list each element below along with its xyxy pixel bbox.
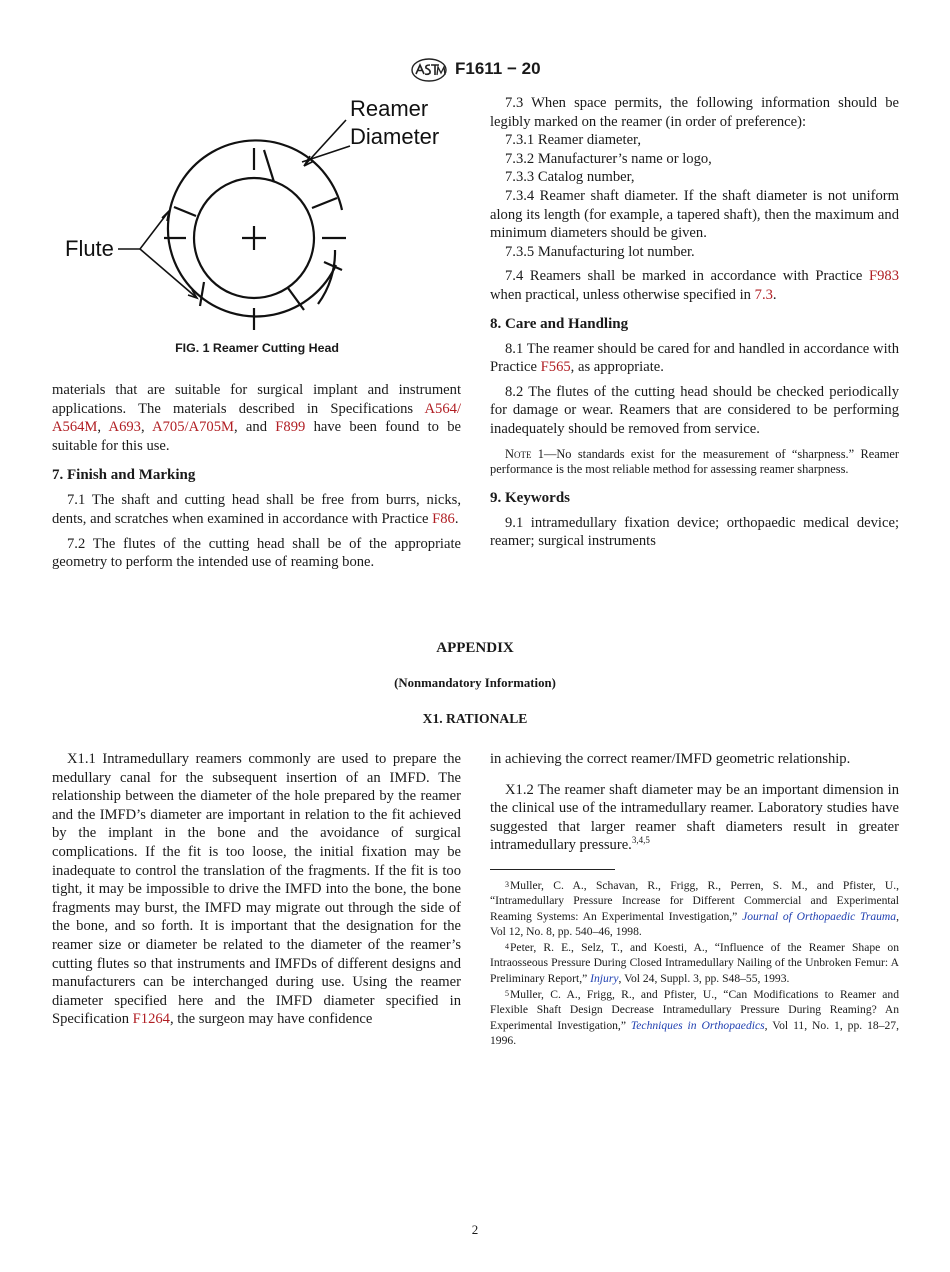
link-journal-orthopaedic-trauma[interactable]: Journal of Orthopaedic Trauma	[742, 909, 897, 923]
section-9-heading: 9. Keywords	[490, 489, 570, 506]
page-number: 2	[471, 1222, 479, 1237]
section-8-heading: 8. Care and Handling	[490, 315, 629, 332]
link-journal-injury[interactable]: Injury	[590, 971, 619, 985]
footnote-3: $^3$ Muller, C. A., Schavan, R., Frigg, R., Perren, S. M., and Pfister, U., “Intramedullary Pressure Increase for Different Commercial and Experimental Reaming Systems: An Experimental Investigation,” Journal of Orthopaedic Trauma, Vol 12, No. 8, pp. 540–46, 1998.	[490, 878, 899, 938]
paragraph-7-1: 7.1 The shaft and cutting head shall be free from burrs, nicks, dents, and scratches when examined in accordance with Practice F86.	[52, 492, 461, 527]
left-column	[52, 381, 461, 572]
link-journal-techniques-orthopaedics[interactable]: Techniques in Orthopaedics	[630, 1018, 765, 1032]
astm-logo-icon	[410, 58, 448, 82]
link-a564[interactable]: A564/ A564M	[52, 400, 461, 436]
section-7-heading: 7. Finish and Marking	[52, 467, 196, 484]
appendix-x1-heading: X1. RATIONALE	[422, 711, 528, 726]
link-f86[interactable]: F86	[432, 510, 455, 527]
note-label: Note	[505, 446, 532, 461]
figure-label-reamer: Reamer	[350, 96, 429, 121]
paragraph-materials: materials that are suitable for surgical implant and instrument applications. The materials described in Specifications A564/ A564M, A693, A705/A705M, and F899 have been found to be suitable for this use.	[52, 382, 461, 454]
link-f565[interactable]: F565	[540, 359, 571, 376]
paragraph-7-2: 7.2 The flutes of the cutting head shall be of the appropriate geometry to perform the intended use of reaming bone.	[52, 535, 461, 571]
paragraph-7-3-2: 7.3.2 Manufacturer’s name or logo,	[505, 150, 712, 167]
figure-reamer-cutting-head	[52, 90, 462, 358]
reamer-cutting-head-diagram	[52, 90, 462, 340]
appendix-subtitle: (Nonmandatory Information)	[394, 676, 556, 690]
footnote-separator	[490, 869, 615, 870]
appendix-left-column	[52, 750, 461, 1029]
footnote-4: $^4$ Peter, R. E., Selz, T., and Koesti, A., “Influence of the Reamer Shape on Intraosseous Pressure During Closed Intramedullary Nailing of the Unbroken Femur: A Preliminary Report,” Injury, Vol 24, Suppl. 3, pp. S48–55, 1993.	[490, 941, 899, 985]
link-7-3[interactable]: 7.3	[754, 286, 773, 303]
paragraph-8-2: 8.2 The flutes of the cutting head should be checked periodically for damage or wear. Reamers that are considered to be performing inadequately should be removed from service.	[490, 383, 899, 437]
right-column	[490, 94, 899, 551]
link-a693[interactable]: A693	[108, 419, 141, 436]
figure-caption: FIG. 1 Reamer Cutting Head	[175, 341, 339, 355]
appendix-title: APPENDIX	[436, 640, 514, 656]
paragraph-x1-1: X1.1 Intramedullary reamers commonly are used to prepare the medullary canal for the subsequent insertion of an IMFD. The relationship between the diameter of the hole prepared by the reamer and the IMFD’s diameter are important in relation to the fit achieved by the implant in the bone and the avoidance of surgical complications. If the fit is too loose, the initial fixation may be inadequate to control the translation of the fragments. If the fit is too tight, it may be impossible to drive the IMFD into the bone, the bone fragments may burst, the IMFD may migrate out through the side of the bone, and so forth. It is important that the designation for the reamer size or diameter be related to the diameter of the reamer’s cutting flutes so that instruments and IMFDs of different designs and manufacturers can be interchanged during use. Using the reamer diameter specified here and the IMFD diameter specified in Specification F1264, the surgeon may have confidence	[52, 751, 461, 1028]
paragraph-x1-1-continued: in achieving the correct reamer/IMFD geometric relationship.	[490, 751, 851, 767]
paragraph-7-3: 7.3 When space permits, the following information should be legibly marked on the reamer (in order of preference):	[490, 95, 899, 130]
footnote-5: $^5$ Muller, C. A., Frigg, R., and Pfister, U., “Can Modifications to Reamer and Flexible Shaft Design Decrease Intramedullary Pressure During Reaming? An Experimental Investigation,” Techniques in Orthopaedics, Vol 11, No. 1, pp. 18–27, 1996.	[490, 988, 899, 1047]
figure-label-diameter: Diameter	[350, 124, 440, 149]
paragraph-7-3-5: 7.3.5 Manufacturing lot number.	[505, 243, 695, 260]
paragraph-7-3-4: 7.3.4 Reamer shaft diameter. If the shaft diameter is not uniform along its length (for example, a tapered shaft), then the maximum and minimum diameters should be given.	[490, 187, 899, 242]
link-f983[interactable]: F983	[868, 268, 899, 285]
paragraph-x1-2: X1.2 The reamer shaft diameter may be an important dimension in the clinical use of the intramedullary reamer. Laboratory studies have suggested that larger reamer shaft diameters result in greater intramedullary pressure.$^{3,4,5}$	[490, 781, 899, 854]
paragraph-8-1: 8.1 The reamer should be cared for and handled in accordance with Practice F565, as appropriate.	[490, 340, 899, 376]
paragraph-7-4: 7.4 Reamers shall be marked in accordance with Practice F983 when practical, unless otherwise specified in 7.3.	[490, 268, 899, 303]
link-f1264[interactable]: F1264	[132, 1011, 170, 1028]
paragraph-7-3-3: 7.3.3 Catalog number,	[505, 169, 635, 186]
document-designation: F1611 − 20	[455, 59, 541, 78]
link-a705[interactable]: A705/A705M	[152, 419, 234, 436]
note-1: Note 1—No standards exist for the measurement of “sharpness.” Reamer performance is the most reliable method for assessing reamer sharpness.	[490, 446, 899, 476]
figure-label-flute: Flute	[65, 236, 114, 261]
page-header	[0, 58, 950, 82]
footnote-refs: 3,4,5	[631, 835, 650, 846]
link-f899[interactable]: F899	[275, 419, 306, 436]
paragraph-7-3-1: 7.3.1 Reamer diameter,	[505, 132, 641, 149]
appendix-right-column	[490, 750, 899, 1048]
paragraph-9-1: 9.1 intramedullary fixation device; orthopaedic medical device; reamer; surgical instruments	[490, 514, 899, 550]
